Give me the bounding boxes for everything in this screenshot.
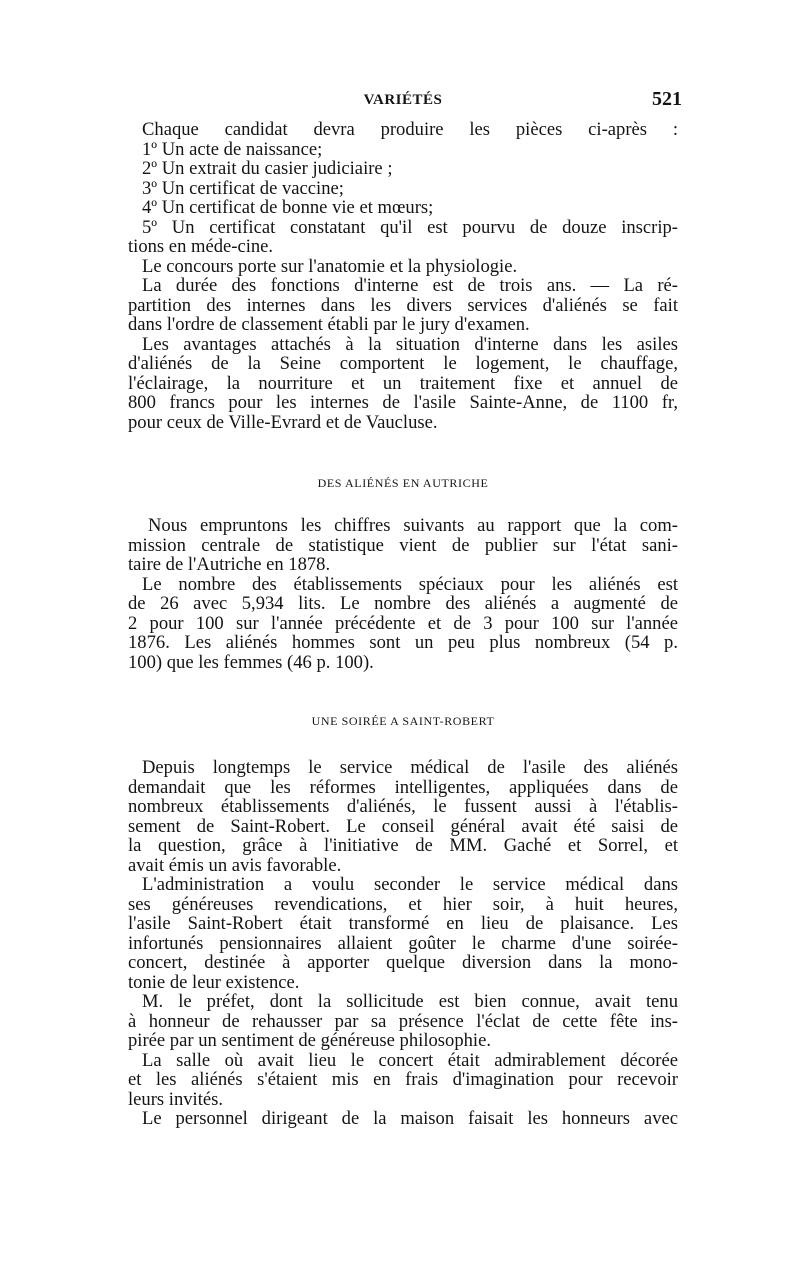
- text-line: M. le préfet, dont la sollicitude est bien connue, avait tenu: [142, 992, 678, 1012]
- text-line: mission centrale de statistique vient de publier sur l'état sani-: [128, 535, 678, 555]
- text-line: Les avantages attachés à la situation d'interne dans les asiles: [142, 334, 678, 354]
- text-line: Le concours porte sur l'anatomie et la physiologie.: [142, 256, 518, 276]
- text-line: 2 pour 100 sur l'année précédente et de 3 pour 100 sur l'année: [128, 613, 678, 633]
- text-line: 1876. Les aliénés hommes sont un peu plus nombreux (54 p.: [128, 633, 678, 653]
- section-body-autriche: [128, 516, 678, 672]
- text-line: à honneur de rehausser par sa présence l'éclat de cette fête ins-: [128, 1011, 678, 1031]
- text-line: 3º Un certificat de vaccine;: [142, 178, 344, 198]
- text-line: pour ceux de Ville-Evrard et de Vaucluse.: [128, 412, 438, 432]
- text-line: L'administration a voulu seconder le service médical dans: [142, 875, 678, 895]
- text-line: de 26 avec 5,934 lits. Le nombre des aliénés a augmenté de: [128, 594, 678, 614]
- text-line: l'éclairage, la nourriture et un traitement fixe et annuel de: [128, 373, 678, 393]
- text-line: 1º Un acte de naissance;: [142, 139, 323, 159]
- section-heading-autriche: DES ALIÉNÉS EN AUTRICHE: [317, 476, 489, 490]
- text-line: sement de Saint-Robert. Le conseil général avait été saisi de: [128, 816, 678, 836]
- text-line: partition des internes dans les divers services d'aliénés se fait: [128, 295, 678, 315]
- text-line: Le personnel dirigeant de la maison faisait les honneurs avec: [142, 1109, 678, 1129]
- text-line: l'asile Saint-Robert était transformé en lieu de plaisance. Les: [128, 914, 678, 934]
- text-line: 2º Un extrait du casier judiciaire ;: [142, 159, 393, 179]
- text-line: d'aliénés de la Seine comportent le logement, le chauffage,: [128, 354, 678, 374]
- text-line: 5º Un certificat constatant qu'il est pourvu de douze inscrip-: [142, 217, 678, 237]
- text-line: infortunés pensionnaires allaient goûter le charme d'une soirée-: [128, 933, 678, 953]
- intro-text: [128, 120, 678, 432]
- text-line: 4º Un certificat de bonne vie et mœurs;: [142, 198, 434, 218]
- section-heading-saint-robert: UNE SOIRÉE A SAINT-ROBERT: [311, 714, 495, 728]
- text-line: pirée par un sentiment de généreuse philosophie.: [128, 1031, 491, 1051]
- text-line: Depuis longtemps le service médical de l'asile des aliénés: [142, 758, 678, 778]
- text-line: 800 francs pour les internes de l'asile Sainte-Anne, de 1100 fr,: [128, 393, 678, 413]
- text-line: La durée des fonctions d'interne est de trois ans. — La ré-: [142, 276, 678, 296]
- text-line: tonie de leur existence.: [128, 972, 300, 992]
- text-line: tions en méde-cine.: [128, 237, 274, 257]
- page-number: 521: [652, 88, 682, 110]
- text-line: avait émis un avis favorable.: [128, 855, 342, 875]
- book-page: [128, 86, 682, 1129]
- text-line: et les aliénés s'étaient mis en frais d'imagination pour recevoir: [128, 1070, 678, 1090]
- text-line: concert, destinée à apporter quelque diversion dans la mono-: [128, 953, 678, 973]
- text-line: dans l'ordre de classement établi par le jury d'examen.: [128, 315, 530, 335]
- text-line: 100) que les femmes (46 p. 100).: [128, 652, 374, 672]
- text-line: Chaque candidat devra produire les pièces ci-après :: [142, 120, 678, 140]
- text-line: La salle où avait lieu le concert était admirablement décorée: [142, 1050, 678, 1070]
- running-head: [128, 86, 682, 120]
- text-line: la question, grâce à l'initiative de MM. Gaché et Sorrel, et: [128, 836, 678, 856]
- text-line: Nous empruntons les chiffres suivants au rapport que la com-: [148, 516, 678, 536]
- section-body-saint-robert: [128, 758, 678, 1129]
- text-line: demandait que les réformes intelligentes, appliquées dans de: [128, 777, 678, 797]
- text-line: leurs invités.: [128, 1089, 224, 1109]
- text-line: nombreux établissements d'aliénés, le fussent aussi à l'établis-: [128, 797, 678, 817]
- running-title: VARIÉTÉS: [363, 92, 443, 108]
- text-line: Le nombre des établissements spéciaux pour les aliénés est: [142, 574, 678, 594]
- text-line: ses généreuses revendications, et hier soir, à huit heures,: [128, 894, 678, 914]
- text-line: taire de l'Autriche en 1878.: [128, 555, 331, 575]
